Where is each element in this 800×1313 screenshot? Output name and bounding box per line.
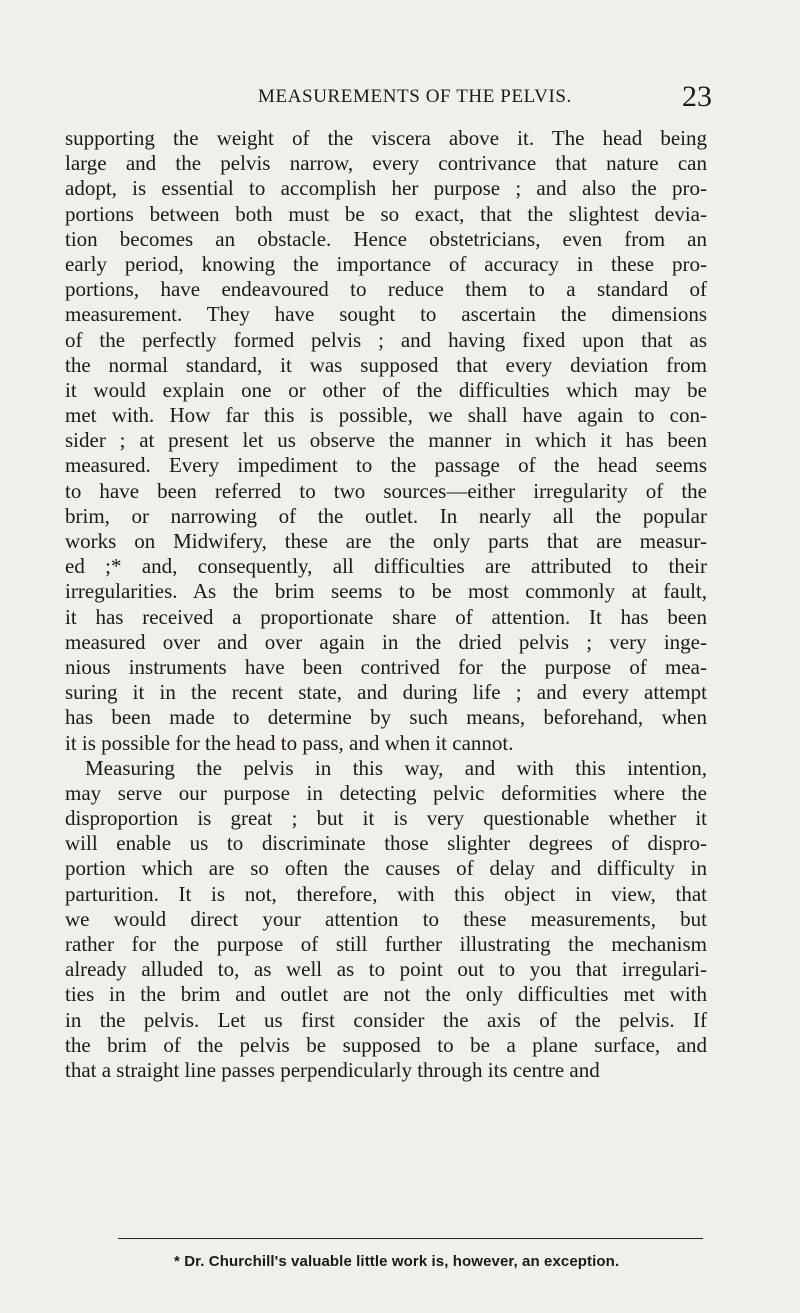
- text-line: to have been referred to two sources—either irregularity of the: [65, 478, 707, 503]
- text-line: already alluded to, as well as to point out to you that irregulari-: [65, 957, 707, 982]
- footnote: * Dr. Churchill's valuable little work is, however, an exception.: [174, 1253, 620, 1270]
- text-line: ed ;* and, consequently, all difficulties are attributed to their: [65, 554, 707, 579]
- text-line: Measuring the pelvis in this way, and with this intention,: [85, 755, 707, 780]
- text-line: tion becomes an obstacle. Hence obstetricians, even from an: [65, 226, 707, 251]
- text-line: we would direct your attention to these measurements, but: [65, 906, 707, 931]
- text-line: the normal standard, it was supposed that every deviation from: [65, 352, 707, 377]
- text-line: met with. How far this is possible, we shall have again to con-: [65, 403, 707, 428]
- text-line: irregularities. As the brim seems to be most commonly at fault,: [65, 579, 707, 604]
- text-line: it would explain one or other of the difficulties which may be: [65, 377, 707, 402]
- text-line: disproportion is great ; but it is very questionable whether it: [65, 806, 707, 831]
- text-line: parturition. It is not, therefore, with this object in view, that: [65, 881, 707, 906]
- text-line: it is possible for the head to pass, and when it cannot.: [65, 730, 514, 755]
- text-line: works on Midwifery, these are the only parts that are measur-: [65, 529, 707, 553]
- text-line: suring it in the recent state, and during life ; and every attempt: [65, 680, 707, 705]
- text-line: measured over and over again in the dried pelvis ; very inge-: [65, 629, 707, 654]
- text-line: that a straight line passes perpendicularly through its centre and: [65, 1057, 600, 1082]
- text-line: it has received a proportionate share of attention. It has been: [65, 604, 707, 629]
- text-line: portions, have endeavoured to reduce them to a standard of: [65, 277, 707, 302]
- footnote-rule: [118, 1238, 703, 1239]
- text-line: measured. Every impediment to the passage of the head seems: [65, 453, 707, 478]
- text-line: nious instruments have been contrived for the purpose of mea-: [65, 654, 707, 679]
- text-line: measurement. They have sought to ascertain the dimensions: [65, 302, 707, 327]
- text-line: sider ; at present let us observe the manner in which it has been: [65, 428, 707, 453]
- body-text: [65, 126, 707, 1083]
- text-line: portions between both must be so exact, that the slightest devia-: [65, 201, 707, 226]
- text-line: the brim of the pelvis be supposed to be a plane surface, and: [65, 1032, 707, 1057]
- running-head: MEASUREMENTS OF THE PELVIS.: [258, 86, 572, 107]
- text-line: in the pelvis. Let us first consider the axis of the pelvis. If: [65, 1007, 707, 1032]
- text-line: early period, knowing the importance of accuracy in these pro-: [65, 251, 707, 276]
- page-number: 23: [682, 80, 712, 113]
- text-line: will enable us to discriminate those slighter degrees of dispro-: [65, 831, 707, 856]
- text-line: may serve our purpose in detecting pelvic deformities where the: [65, 780, 707, 805]
- text-line: brim, or narrowing of the outlet. In nearly all the popular: [65, 503, 707, 528]
- text-line: portion which are so often the causes of delay and difficulty in: [65, 856, 707, 881]
- text-line: supporting the weight of the viscera above it. The head being: [65, 126, 707, 150]
- text-line: of the perfectly formed pelvis ; and having fixed upon that as: [65, 327, 707, 352]
- text-line: ties in the brim and outlet are not the only difficulties met with: [65, 982, 707, 1007]
- text-line: adopt, is essential to accomplish her purpose ; and also the pro-: [65, 176, 707, 201]
- text-line: large and the pelvis narrow, every contrivance that nature can: [65, 151, 707, 176]
- text-line: rather for the purpose of still further illustrating the mechanism: [65, 932, 707, 956]
- text-line: has been made to determine by such means, beforehand, when: [65, 705, 707, 730]
